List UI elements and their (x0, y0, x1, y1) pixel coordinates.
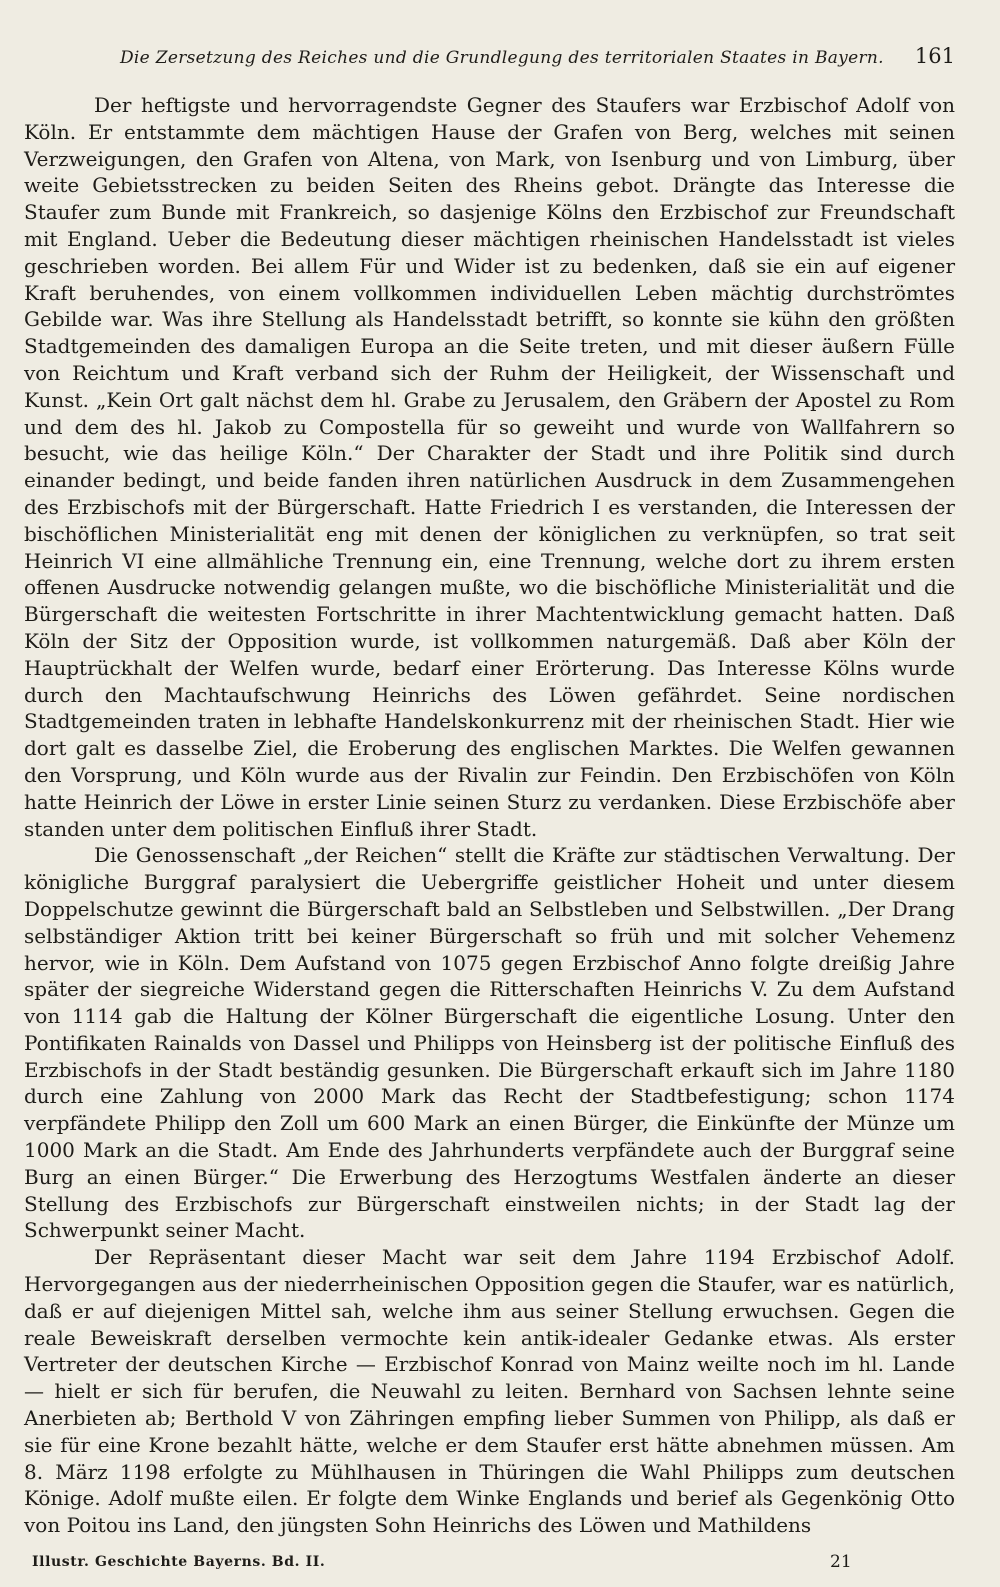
page-footer (24, 1554, 955, 1578)
paragraph-3: Der Repräsentant dieser Macht war seit dem Jahre 1194 Erzbischof Adolf. Hervorgegangen aus der niederrheinischen Opposition gegen die Staufer, war es natürlich, daß er auf diejenigen Mittel sah, welche ihm aus seiner Stellung erwuchsen. Gegen die reale Beweiskraft derselben vermochte kein antik-idealer Gedanke etwas. Als erster Vertreter der deutschen Kirche — Erzbischof Konrad von Mainz weilte noch im hl. Lande — hielt er sich für berufen, die Neuwahl zu leiten. Bernhard von Sachsen lehnte seine Anerbieten ab; Berthold V von Zähringen empfing lieber Summen von Philipp, als daß er sie für eine Krone bezahlt hätte, welche er dem Staufer erst hätte abnehmen müssen. Am 8. März 1198 erfolgte zu Mühlhausen in Thüringen die Wahl Philipps zum deutschen Könige. Adolf mußte eilen. Er folgte dem Winke Englands und berief als Gegenkönig Otto von Poitou ins Land, den jüngsten Sohn Heinrichs des Löwen und Mathildens (24, 1245, 955, 1538)
book-title-footer: Illustr. Geschichte Bayerns. Bd. II. (32, 1554, 326, 1570)
paragraph-2: Die Genossenschaft „der Reichen“ stellt die Kräfte zur städtischen Verwaltung. Der königliche Burggraf paralysiert die Uebergriffe geistlicher Hoheit und unter diesem Doppelschutze gewinnt die Bürgerschaft bald an Selbstleben und Selbstwillen. „Der Drang selbständiger Aktion tritt bei keiner Bürgerschaft so früh und mit solcher Vehemenz hervor, wie in Köln. Dem Aufstand von 1075 gegen Erzbischof Anno folgte dreißig Jahre später der siegreiche Widerstand gegen die Ritterschaften Heinrichs V. Zu dem Aufstand von 1114 gab die Haltung der Kölner Bürgerschaft die eigentliche Losung. Unter den Pontifikaten Rainalds von Dassel und Philipps von Heinsberg ist der politische Einfluß des Erzbischofs in der Stadt beständig gesunken. Die Bürgerschaft erkauft sich im Jahre 1180 durch eine Zahlung von 2000 Mark das Recht der Stadtbefestigung; schon 1174 verpfändete Philipp den Zoll um 600 Mark an einen Bürger, die Einkünfte der Münze um 1000 Mark an die Stadt. Am Ende des Jahrhunderts verpfändete auch der Burggraf seine Burg an einen Bürger.“ Die Erwerbung des Herzogtums Westfalen änderte an dieser Stellung des Erzbischofs zur Bürgerschaft einstweilen nichts; in der Stadt lag der Schwerpunkt seiner Macht. (24, 843, 955, 1243)
paragraph-1: Der heftigste und hervorragendste Gegner des Staufers war Erzbischof Adolf von Köln. Er entstammte dem mächtigen Hause der Grafen von Berg, welches mit seinen Verzweigungen, den Grafen von Altena, von Mark, von Isenburg und von Limburg, über weite Gebietsstrecken zu beiden Seiten des Rheins gebot. Drängte das Interesse die Staufer zum Bunde mit Frankreich, so dasjenige Kölns den Erzbischof zur Freundschaft mit England. Ueber die Bedeutung dieser mächtigen rheinischen Handelsstadt ist vieles geschrieben worden. Bei allem Für und Wider ist zu bedenken, daß sie ein auf eigener Kraft beruhendes, von einem vollkommen individuellen Leben mächtig durchströmtes Gebilde war. Was ihre Stellung als Handelsstadt betrifft, so konnte sie kühn den größten Stadtgemeinden des damaligen Europa an die Seite treten, und mit dieser äußern Fülle von Reichtum und Kraft verband sich der Ruhm der Heiligkeit, der Wissenschaft und Kunst. „Kein Ort galt nächst dem hl. Grabe zu Jerusalem, den Gräbern der Apostel zu Rom und dem des hl. Jakob zu Compostella für so geweiht und wurde von Wallfahrern so besucht, wie das heilige Köln.“ Der Charakter der Stadt und ihre Politik sind durch einander bedingt, und beide fanden ihren natürlichen Ausdruck in dem Zusammengehen des Erzbischofs mit der Bürgerschaft. Hatte Friedrich I es verstanden, die Interessen der bischöflichen Ministerialität eng mit denen der königlichen zu verknüpfen, so trat seit Heinrich VI eine allmähliche Trennung ein, eine Trennung, welche dort zu ihrem ersten offenen Ausdrucke notwendig gelangen mußte, wo die bischöfliche Ministerialität und die Bürgerschaft die weitesten Fortschritte in ihrer Machtentwicklung gemacht hatten. Daß Köln der Sitz der Opposition wurde, ist vollkommen naturgemäß. Daß aber Köln der Hauptrückhalt der Welfen wurde, bedarf einer Erörterung. Das Interesse Kölns wurde durch den Machtaufschwung Heinrichs des Löwen gefährdet. Seine nordischen Stadtgemeinden traten in lebhafte Handelskonkurrenz mit der rheinischen Stadt. Hier wie dort galt es dasselbe Ziel, die Eroberung des englischen Marktes. Die Welfen gewannen den Vorsprung, und Köln wurde aus der Rivalin zur Feindin. Den Erzbischöfen von Köln hatte Heinrich der Löwe in erster Linie seinen Sturz zu verdanken. Diese Erzbischöfe aber standen unter dem politischen Einfluß ihrer Stadt. (24, 93, 955, 841)
page-number: 161 (914, 44, 955, 68)
sheet-number: 21 (830, 1552, 852, 1572)
running-title: Die Zersetzung des Reiches und die Grundlegung des territorialen Staates in Bayern. (120, 48, 884, 68)
page-header (120, 44, 955, 72)
body-text (24, 92, 955, 1539)
